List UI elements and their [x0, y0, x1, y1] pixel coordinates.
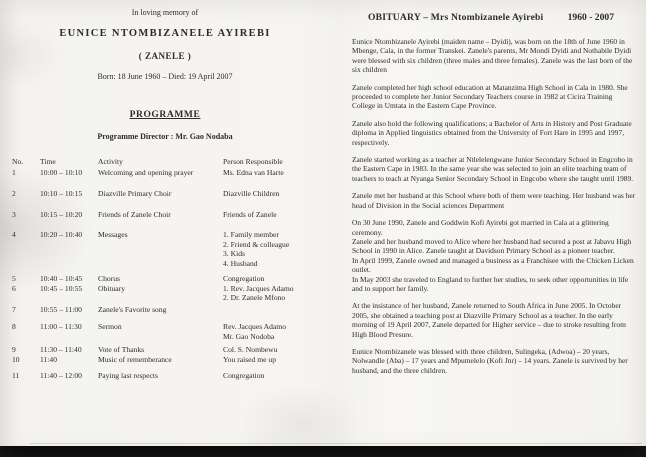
row-time: 11:30 – 11:40: [40, 345, 82, 354]
row-person: [223, 322, 330, 341]
scan-black-bar: [0, 446, 646, 457]
person-line: Congregation: [223, 371, 265, 380]
row-time: 11:00 – 11:30: [40, 322, 82, 331]
row-activity: Welcoming and opening prayer: [98, 167, 194, 177]
obituary-paragraph: In May 2003 she traveled to England to further her studies, to seek other opportunities in life and to support her family.: [352, 274, 629, 293]
obituary-header: [352, 12, 636, 23]
person-line: Col. S. Nombewu: [223, 345, 278, 354]
row-time: 10:20 – 10:40: [40, 230, 83, 239]
obituary-paragraph: At the insistance of her husband, Zanele returned to South Africa in June 2005. In October 2005, she obtained a teaching post at Diazville Primary School as a teacher. In the early morning of 19 April 2007, Zanele departed for Higher service – due to stroke resulting from High Blood Presure.: [352, 301, 626, 339]
obituary-paragraph: Zanele and her husband moved to Alice where her husband had secured a post at Jabavu High School in 1990 in Alice. Zanele taught at Davidson Primary School as a pioneer teacher.: [352, 236, 632, 256]
row-no: 8: [12, 322, 16, 331]
row-person: [223, 371, 330, 381]
person-line: Congregation: [223, 274, 265, 283]
obituary-paragraph: On 30 June 1990, Zanele and Goddwin Kofi Ayirebi got married in Cala at a glittering ceremony.: [352, 218, 609, 237]
row-no: 5: [12, 274, 16, 283]
person-line: Diazville Children: [223, 189, 280, 198]
row-person: [223, 230, 330, 268]
obituary-page: [330, 0, 646, 446]
row-activity: Diazville Primary Choir: [98, 189, 172, 198]
table-header-row: [11, 157, 330, 167]
obituary-title: OBITUARY – Mrs Ntombizanele Ayirebi: [368, 12, 544, 23]
table-row: [11, 371, 330, 381]
row-activity: Sermon: [98, 322, 122, 331]
row-no: 6: [12, 283, 16, 293]
row-person: [223, 210, 330, 220]
table-row: [11, 322, 330, 341]
table-row: [11, 274, 330, 284]
row-no: 1: [12, 167, 16, 177]
row-time: 10:45 – 10:55: [40, 283, 83, 293]
row-person: [223, 189, 330, 199]
table-row: [11, 210, 330, 220]
row-person: [223, 345, 330, 355]
obituary-paragraph: Eunice Ntombizanele was blessed with three children, Sulingeka, (Adwoa) – 20 years, Nolwandle (Aba) – 17 years and Mpumelelo (Kofi Jnr) – 14 years. Zanele is survived by her husband, and the three children.: [352, 346, 628, 375]
row-no: 10: [12, 354, 20, 364]
row-time: 11:40 – 12:00: [40, 371, 82, 380]
row-time: 10:00 – 10:10: [40, 167, 83, 177]
person-line: You raised me up: [223, 354, 277, 364]
obituary-paragraph: Zanele also hold the following qualifications; a Bachelor of Arts in History and Post Graduate diploma in Applied linguistics obtained from the University of Fort Hare in 1995 and 1997, respectively.: [352, 118, 632, 147]
row-activity: Obituary: [98, 283, 125, 293]
person-line: 4. Husband: [223, 258, 258, 268]
row-time: 10:40 – 10:45: [40, 274, 83, 283]
row-time: 10:15 – 10:20: [40, 209, 83, 219]
person-line: Ms. Edna van Harte: [223, 167, 284, 177]
person-line: 2. Dr. Zanele Mfono: [223, 293, 286, 302]
table-row: [11, 284, 330, 303]
row-person: [223, 284, 330, 303]
row-time: 10:55 – 11:00: [40, 304, 82, 314]
row-activity: Chorus: [98, 274, 120, 283]
header-time: Time: [40, 157, 56, 166]
row-person: [223, 274, 330, 284]
table-row: [11, 189, 330, 199]
header-activity: Activity: [98, 157, 123, 166]
header-no: No.: [12, 157, 24, 166]
row-person: [223, 305, 330, 315]
obituary-paragraph: Zanele started working as a teacher at Ntlelelengwane Junior Secondary School in Engcobo in the Eastern Cape in 1983. In the same year she was selected to join an elite teaching team of teachers to teach at Nyanga Senior Secondary School in Engcobo where she taught until 1989.: [352, 155, 634, 183]
row-activity: Messages: [98, 230, 128, 239]
table-row: [11, 305, 330, 315]
row-activity: Friends of Zanele Choir: [98, 209, 171, 219]
row-no: 3: [12, 209, 16, 219]
row-no: 4: [12, 230, 16, 239]
row-activity: Zanele's Favorite song: [98, 304, 167, 314]
row-activity: Music of rememberance: [98, 354, 172, 364]
table-row: [11, 355, 330, 365]
deceased-name: EUNICE NTOMBIZANELE AYIREBI: [59, 28, 271, 39]
table-row: [11, 168, 330, 178]
scan-edge-line: [30, 443, 642, 444]
table-row: [11, 345, 330, 355]
row-no: 2: [12, 189, 16, 198]
birth-death-dates: Born: 18 June 1960 – Died: 19 April 2007: [97, 72, 233, 81]
row-no: 11: [12, 371, 20, 380]
row-no: 9: [12, 345, 16, 354]
person-line: Mr. Gao Nodoba: [223, 331, 275, 341]
row-time: 10:10 – 10:15: [40, 189, 83, 198]
programme-table: [0, 157, 330, 381]
programme-page: [0, 0, 330, 446]
row-no: 7: [12, 304, 16, 314]
memorial-line: In loving memory of: [131, 8, 199, 17]
row-time: 11:40: [40, 354, 58, 364]
row-activity: Vote of Thanks: [98, 345, 145, 354]
deceased-nickname: ( ZANELE ): [138, 51, 192, 61]
header-person: Person Responsible: [223, 157, 283, 166]
row-person: [223, 168, 330, 178]
programme-director-line: Programme Director : Mr. Gao Nodaba: [97, 132, 233, 141]
table-row: [11, 230, 330, 268]
person-line: 1. Family member: [223, 230, 279, 239]
programme-heading: PROGRAMME: [129, 110, 201, 120]
obituary-paragraph: Zanele met her husband at this School where both of them were teaching. Her husband was her head of Division in the Social sciences Department: [352, 191, 636, 210]
person-line: Friends of Zanele: [223, 209, 277, 219]
obituary-paragraph: Zanele completed her high school education at Matanzima High School in Cala in 1980. She proceeded to complete her Junior Secondary Teachers course in 1982 at Cicira Training College in Umtata in the Eastern Cape Province.: [352, 82, 628, 111]
obituary-years: 1960 - 2007: [567, 12, 614, 23]
obituary-paragraph: Eunice Ntombizanele Ayirebi (maiden name – Dyidi), was born on the 18th of June 1960 in Mbenge, Cala, in the former Transkei. Zanele's parents, Mr Mondi Dyidi and Nothabile Dyidi were blessed with six children (three males and three females). Zanele was the last born of the six children: [352, 37, 633, 75]
obituary-paragraph: In April 1999, Zanele owned and managed a business as a Franchisee with the Chicken Licken outlet.: [352, 255, 634, 275]
person-line: 1. Rev. Jacques Adamo: [223, 283, 294, 293]
person-line: 2. Friend & colleague: [223, 239, 290, 249]
row-person: [223, 355, 330, 365]
person-line: Rev. Jacques Adamo: [223, 322, 286, 331]
person-line: 3. Kids: [223, 249, 245, 258]
row-activity: Paying last respects: [98, 371, 158, 380]
